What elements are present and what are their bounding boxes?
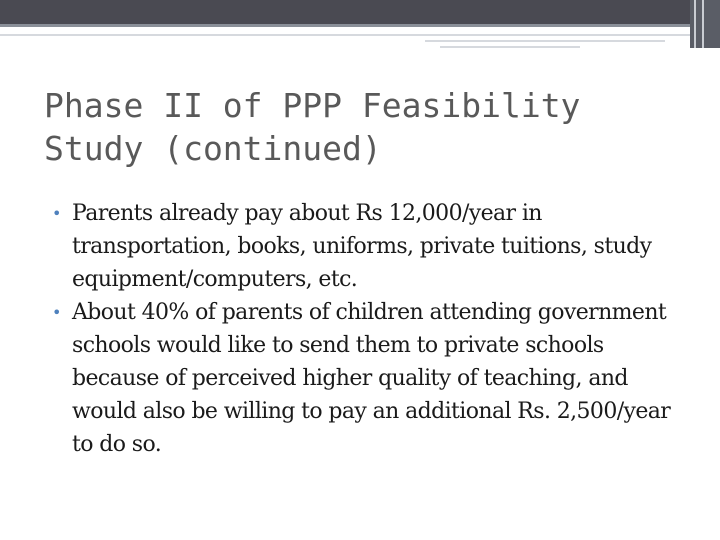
bullet-item — [44, 197, 684, 296]
decorative-line — [0, 34, 690, 36]
bullet-item — [44, 296, 684, 461]
bullet-text: Parents already pay about Rs 12,000/year in transportation, books, uniforms, private tuitions, study equipment/computers, etc. — [72, 201, 652, 292]
corner-stripe — [694, 0, 696, 48]
header-band-edge — [0, 24, 690, 27]
corner-decoration — [690, 0, 720, 48]
bullet-list — [44, 197, 684, 461]
decorative-line — [425, 40, 665, 42]
slide-title: Phase II of PPP Feasibility Study (continued) — [44, 86, 581, 168]
bullet-dot-icon: • — [52, 204, 61, 223]
decorative-line — [440, 46, 580, 48]
bullet-dot-icon: • — [52, 303, 61, 322]
header-band — [0, 0, 720, 24]
bullet-text: About 40% of parents of children attending government schools would like to send them to private schools because of perceived higher quality of teaching, and would also be willing to pay an additional Rs. 2,500/year to do so. — [72, 300, 671, 457]
corner-stripe — [702, 0, 704, 48]
